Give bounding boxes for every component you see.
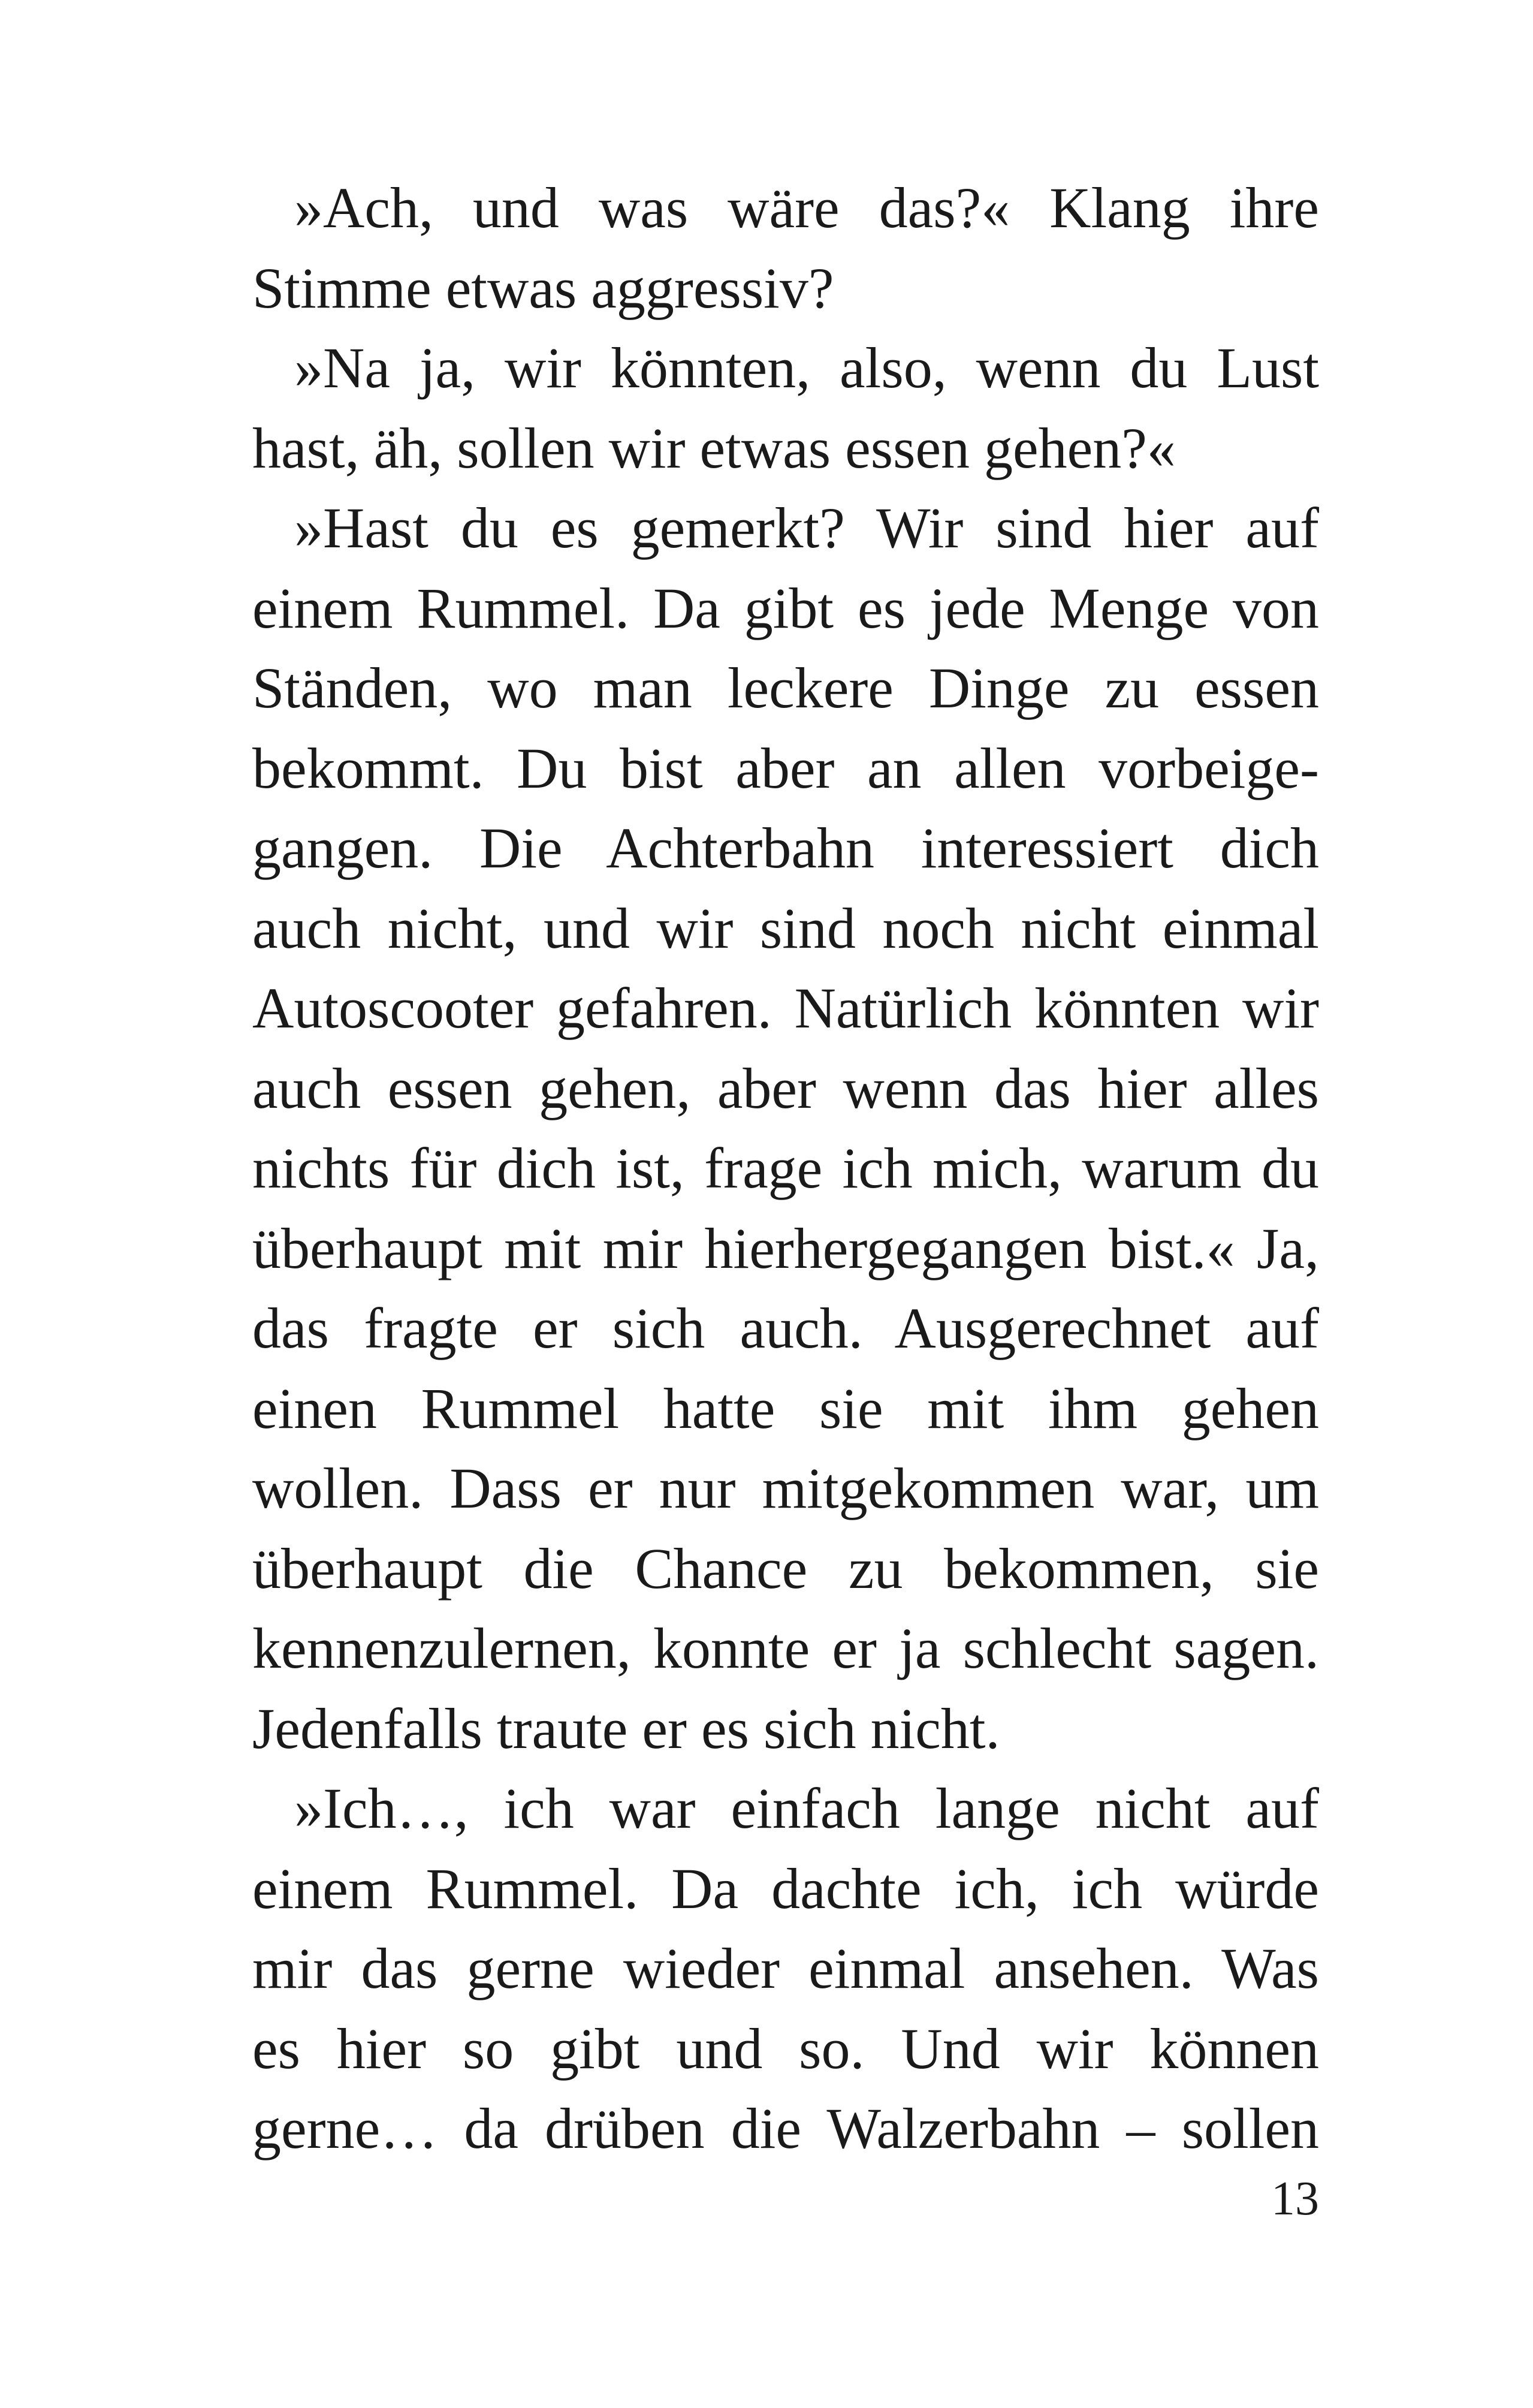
text-line: gerne… da drüben die Walzerbahn – sollen [252,2096,1319,2160]
body-text [252,168,1319,2169]
text-line: gangen. Die Achterbahn interessiert dich [252,816,1319,880]
text-line: hast, äh, sollen wir etwas essen gehen?« [252,415,1176,480]
text-line: mir das gerne wieder einmal ansehen. Was [252,1936,1319,2000]
text-line: es hier so gibt und so. Und wir können [252,2016,1319,2081]
text-line: einem Rummel. Da gibt es jede Menge von [252,575,1319,640]
text-line: überhaupt die Chance zu bekommen, sie [252,1536,1319,1601]
paragraph-4 [252,1768,1319,2169]
text-line: »Ach, und was wäre das?« Klang ihre [294,176,1319,240]
page-number: 13 [1271,2172,1319,2225]
text-line: einem Rummel. Da dachte ich, ich würde [252,1856,1319,1921]
text-line: auch essen gehen, aber wenn das hier alles [252,1056,1319,1120]
text-line: das fragte er sich auch. Ausgerechnet auf [252,1296,1319,1360]
text-line: nichts für dich ist, frage ich mich, warum du [252,1136,1319,1200]
text-line: »Hast du es gemerkt? Wir sind hier auf [294,496,1319,560]
text-line: wollen. Dass er nur mitgekommen war, um [252,1456,1319,1520]
text-line: Ständen, wo man leckere Dinge zu essen [252,656,1319,720]
text-line: kennenzulernen, konnte er ja schlecht sagen. [252,1616,1319,1680]
text-line: überhaupt mit mir hierhergegangen bist.« Ja, [252,1216,1319,1280]
paragraph-1 [252,168,1319,328]
text-line: einen Rummel hatte sie mit ihm gehen [252,1376,1319,1440]
text-line: »Na ja, wir könnten, also, wenn du Lust [294,336,1319,400]
text-line: auch nicht, und wir sind noch nicht einmal [252,896,1319,960]
paragraph-3 [252,488,1319,1768]
paragraph-2 [252,328,1319,488]
text-line: Autoscooter gefahren. Natürlich könnten wir [252,976,1319,1040]
text-line: Jedenfalls traute er es sich nicht. [252,1696,1000,1761]
text-line: Stimme etwas aggressiv? [252,255,834,320]
text-line: bekommt. Du bist aber an allen vorbeige- [252,736,1319,800]
text-line: »Ich…, ich war einfach lange nicht auf [294,1776,1319,1840]
